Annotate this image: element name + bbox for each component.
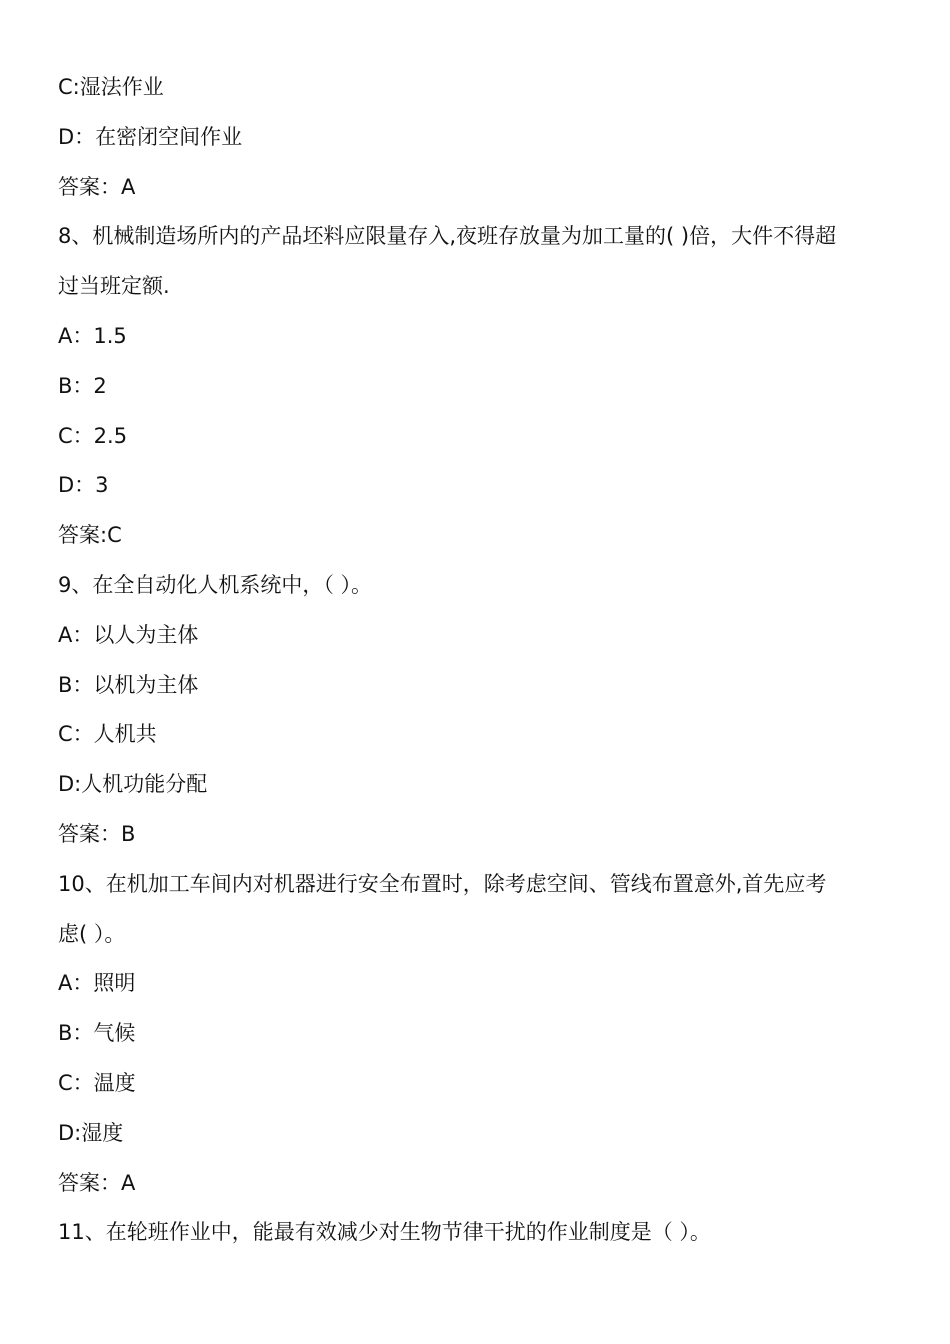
option-c-q9: C：人机共: [58, 722, 157, 747]
question-11: 11、在轮班作业中，能最有效减少对生物节律干扰的作业制度是（ ）。: [58, 1220, 711, 1245]
answer-q10: 答案：A: [58, 1170, 136, 1195]
option-d-q10: D:湿度: [58, 1120, 124, 1145]
answer-q7: 答案：A: [58, 174, 136, 199]
option-a-q10: A：照明: [58, 971, 136, 996]
option-a-q8: A：1.5: [58, 323, 127, 348]
option-b-q9: B：以机为主体: [58, 672, 199, 697]
option-d-q7: D：在密闭空间作业: [58, 124, 243, 149]
question-8-line-2: 过当班定额.: [58, 274, 170, 299]
answer-q8: 答案:C: [58, 523, 122, 548]
option-b-q10: B：气候: [58, 1021, 136, 1046]
option-c-q7: C:湿法作业: [58, 75, 164, 99]
document-page: [58, 63, 908, 1258]
question-10-line-2: 虑( ）。: [58, 921, 126, 946]
option-d-q9: D:人机功能分配: [58, 772, 208, 797]
answer-q9: 答案：B: [58, 821, 136, 846]
question-9: 9、在全自动化人机系统中，（ ）。: [58, 572, 373, 597]
question-10-line-1: 10、在机加工车间内对机器进行安全布置时，除考虑空间、管线布置意外,首先应考: [58, 871, 827, 896]
option-b-q8: B：2: [58, 373, 107, 398]
option-d-q8: D：3: [58, 473, 109, 498]
option-c-q10: C：温度: [58, 1070, 136, 1095]
question-8-line-1: 8、机械制造场所内的产品坯料应限量存入,夜班存放量为加工量的( )倍，大件不得超: [58, 224, 837, 249]
option-c-q8: C：2.5: [58, 423, 128, 448]
option-a-q9: A：以人为主体: [58, 622, 199, 647]
